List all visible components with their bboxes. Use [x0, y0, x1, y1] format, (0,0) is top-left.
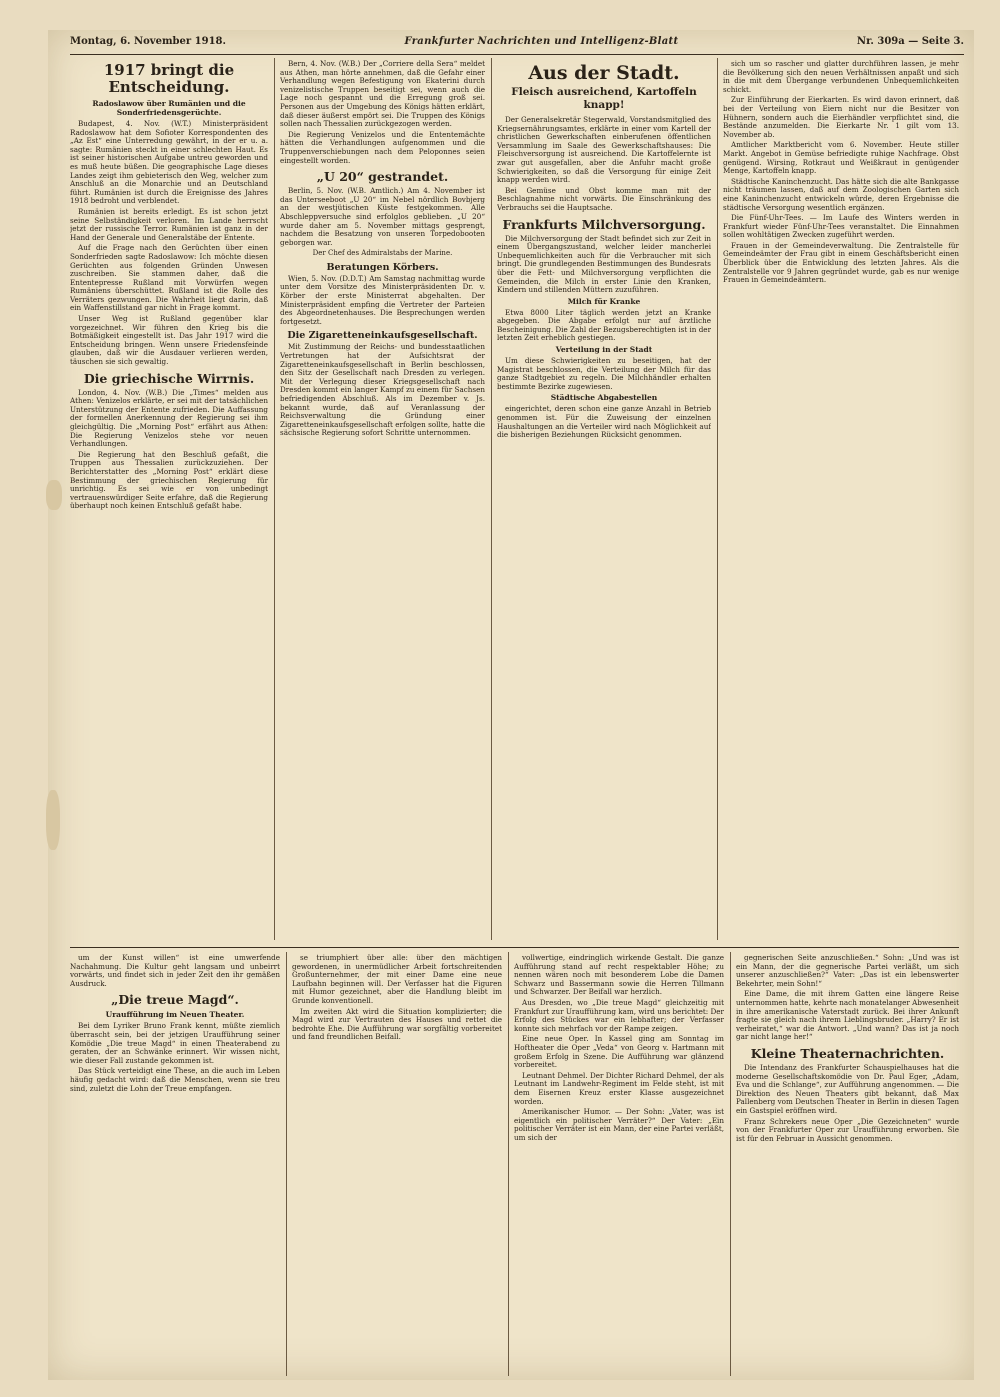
- article-paragraph: se triumphiert über alle: über den mächtigen gewordenen, in unermüdlicher Arbeit fortschreitenden Großunternehmer, der mit einer Dame eine neue Laufbahn beginnen will. Der Verfasser hat die Figuren mit Humor gezeichnet, aber die Handlung bleibt im Grunde konventionell.: [292, 954, 502, 1005]
- article-paragraph: Amtlicher Marktbericht vom 6. November. Heute stiller Markt. Angebot in Gemüse befriedigte ruhige Nachfrage. Obst genügend. Wirsing, Rotkraut und Weißkraut in genügender Menge, Kartoffeln knapp.: [723, 140, 959, 176]
- headline-u20: „U 20“ gestrandet.: [316, 169, 449, 185]
- article-paragraph: sich um so rascher und glatter durchführen lassen, je mehr die Bevölkerung sich den neuen Verhältnissen anpaßt und sich in die mit dem Übergange verbundenen Unbequemlichkeiten schickt.: [723, 60, 959, 94]
- column-divider: [491, 58, 492, 940]
- article-paragraph: Wien, 5. Nov. (D.D.T.) Am Samstag nachmittag wurde unter dem Vorsitze des Ministerpräsidenten Dr. v. Körber der erste Ministerrat abgehalten. Der Ministerpräsident empfing die Vertreter der Parteien des Abgeordnetenhauses. Die Besprechungen werden fortgesetzt.: [280, 273, 485, 326]
- column-divider: [508, 952, 509, 1376]
- article-paragraph: Etwa 8000 Liter täglich werden jetzt an Kranke abgegeben. Die Abgabe erfolgt nur auf ärztliche Bescheinigung. Die Zahl der Bezugsberechtigten ist in der letzten Zeit erheblich gestiegen.: [497, 307, 711, 343]
- article-paragraph: Eine Dame, die mit ihrem Gatten eine längere Reise unternommen hatte, kehrte nach monatelanger Abwesenheit in ihre amerikanische Vaterstadt zurück. Bei ihrer Ankunft fragte sie gleich nach ihrem Lieblingsbruder. „Harry? Er ist verheiratet,“ war die Antwort. „Und wann? Das ist ja noch gar nicht lange her!“: [736, 989, 959, 1042]
- subheading-verteilung: Verteilung in der Stadt: [555, 345, 653, 355]
- lower-column-2: [292, 954, 502, 1374]
- article-paragraph: Budapest, 4. Nov. (W.T.) Ministerpräsident Radoslawow hat dem Sofioter Korrespondenten des „Az Est“ eine Unterredung gewährt, in der er u. a. sagte: Rumänien steckt in einer schlechten Haut. Es ist seiner historischen Aufgabe untreu geworden und es muß heute büßen. Die geographische Lage dieses Landes zeigt ihm gebieterisch den Weg, welcher zum Anschluß an die Monarchie und an Deutschland führt. Rumänien ist durch die Ereignisse des Jahres 1918 bedroht und verblendet.: [70, 119, 268, 206]
- column-3: [497, 60, 711, 940]
- column-divider: [717, 58, 718, 940]
- article-paragraph: gegnerischen Seite anzuschließen.“ Sohn: „Und was ist ein Mann, der die gegnerische Partei verläßt, um sich unserer anzuschließen?“ Vater: „Das ist ein lebenswerter Bekehrter, mein Sohn!“: [736, 954, 959, 988]
- lower-column-3: [514, 954, 724, 1374]
- article-paragraph: Die Intendanz des Frankfurter Schauspielhauses hat die moderne Gesellschaftskomödie von Dr. Paul Eger, „Adam, Eva und die Schlange“, zur Aufführung angenommen. — Die Direktion des Neuen Theaters gibt bekannt, daß Max Pallenberg vom Deutschen Theater in Berlin in diesen Tagen ein Gastspiel eröffnen wird.: [736, 1062, 959, 1115]
- headline-theaternachrichten: Kleine Theaternachrichten.: [750, 1045, 945, 1061]
- headline-fleisch: Fleisch ausreichend, Kartoffeln knapp!: [511, 86, 697, 111]
- newspaper-title: Frankfurter Nachrichten und Intelligenz-Blatt: [404, 36, 679, 47]
- article-paragraph: Die Regierung hat den Beschluß gefaßt, die Truppen aus Thessalien zurückzuziehen. Der Berichterstatter des „Morning Post“ erklärt diese Bestimmung der griechischen Regierung für unrichtig. Es sei wie er von unbedingt vertrauenswürdiger Seite erfahre, daß die Regierung überhaupt noch keinen Entschluß gefaßt habe.: [70, 449, 268, 511]
- article-paragraph: London, 4. Nov. (W.B.) Die „Times“ melden aus Athen: Venizelos erklärte, er sei mit der tatsächlichen Unterstützung der Entente zufrieden. Die Auffassung der formellen Anerkennung der Regierung sei ihm gleichgültig. Die „Morning Post“ erfährt aus Athen: Die Regierung Venizelos stehe vor neuen Verhandlungen.: [70, 387, 268, 449]
- masthead: [70, 36, 964, 55]
- feuilleton-rule: [70, 947, 959, 948]
- paper-tear: [46, 480, 62, 510]
- article-paragraph: eingerichtet, deren schon eine ganze Anzahl in Betrieb genommen ist. Für die Zuweisung der einzelnen Haushaltungen an die Verteiler wird nach Möglichkeit auf die bisherigen Beziehungen Rücksicht genommen.: [497, 404, 711, 440]
- lower-column-4: [736, 954, 959, 1374]
- headline-koerber: Beratungen Körbers.: [326, 261, 439, 273]
- subheading-kranke: Milch für Kranke: [567, 296, 641, 306]
- newspaper-page: [48, 30, 974, 1380]
- article-paragraph: Bern, 4. Nov. (W.B.) Der „Corriere della Sera“ meldet aus Athen, man hörte annehmen, daß die Gefahr einer Verhandlung wegen Befestigung von Ekaterini durch venizelistische Truppen beseitigt sei, wenn auch die Lage noch gespannt und die Erregung groß sei. Personen aus der Umgebung des Königs hätten erklärt, daß dieser äußerst empört sei. Die Truppen des Königs sollen nach Thessalien zurückgezogen werden.: [280, 60, 485, 129]
- article-paragraph: Bei Gemüse und Obst komme man mit der Beschlagnahme nicht vorwärts. Die Einschränkung des Verbrauchs sei die Hauptsache.: [497, 185, 711, 212]
- headline-zigaretten: Die Zigaretteneinkaufsgesellschaft.: [287, 330, 478, 342]
- headline-radoslawow: 1917 bringt die Entscheidung.: [103, 61, 235, 96]
- article-paragraph: Aus Dresden, wo „Die treue Magd“ gleichzeitig mit Frankfurt zur Uraufführung kam, wird uns berichtet: Der Erfolg des Stückes war ein lebhafter; der Verfasser konnte sich mehrfach vor der Rampe zeigen.: [514, 997, 724, 1033]
- headline-greece: Die griechische Wirrnis.: [83, 370, 255, 386]
- article-paragraph: Amerikanischer Humor. — Der Sohn: „Vater, was ist eigentlich ein politischer Verräter?“ Der Vater: „Ein politischer Verräter ist ein Mann, der eine Partei verläßt, um sich der: [514, 1107, 724, 1142]
- signature: Der Chef des Admiralstabs der Marine.: [312, 249, 453, 258]
- article-paragraph: Leutnant Dehmel. Der Dichter Richard Dehmel, der als Leutnant im Landwehr-Regiment im Felde steht, ist mit dem Eisernen Kreuz erster Klasse ausgezeichnet worden.: [514, 1070, 724, 1106]
- article-paragraph: Eine neue Oper. In Kassel ging am Sonntag im Hoftheater die Oper „Veda“ von Georg v. Hartmann mit großem Erfolg in Szene. Die Aufführung war glänzend vorbereitet.: [514, 1034, 724, 1070]
- column-divider: [286, 952, 287, 1376]
- article-paragraph: Die Milchversorgung der Stadt befindet sich zur Zeit in einem Übergangszustand, welcher leider mancherlei Unbequemlichkeiten auch für die Verbraucher mit sich bringt. Die grundlegenden Bestimmungen des Bundesrats über die Fett- und Milchversorgung verpflichten die Gemeinden, die Milch in erster Linie den Kranken, Kindern und stillenden Müttern zuzuführen.: [497, 233, 711, 295]
- article-paragraph: Franz Schrekers neue Oper „Die Gezeichneten“ wurde von der Frankfurter Oper zur Uraufführung erworben. Sie ist für den Februar in Aussicht genommen.: [736, 1116, 959, 1143]
- article-paragraph: Bei dem Lyriker Bruno Frank kennt, müßte ziemlich überrascht sein, bei der jetzigen Uraufführung seiner Komödie „Die treue Magd“ in einen Theaterabend zu geraten, der an Schwänke erinnert. Wir wissen nicht, wie dieser Fall zustande gekommen ist.: [70, 1021, 280, 1065]
- article-paragraph: Im zweiten Akt wird die Situation komplizierter; die Magd wird zur Vertrauten des Hauses und rettet die bedrohte Ehe. Die Aufführung war sorgfältig vorbereitet und fand freundlichen Beifall.: [292, 1006, 502, 1042]
- headline-milch: Frankfurts Milchversorgung.: [502, 216, 706, 232]
- article-paragraph: Das Stück verteidigt eine These, an die auch im Leben häufig gedacht wird: daß die Menschen, wenn sie treu sind, zuletzt die Lohn der Treue empfangen.: [70, 1066, 280, 1093]
- headline-treue-magd: „Die treue Magd“.: [111, 992, 239, 1008]
- paper-tear: [46, 790, 60, 850]
- column-divider: [274, 58, 275, 940]
- subheadline: Uraufführung im Neuen Theater.: [105, 1010, 245, 1020]
- article-paragraph: Auf die Frage nach den Gerüchten über einen Sonderfrieden sagte Radoslawow: Ich möchte diesen Gerüchten aus folgenden Gründen Unwesen zuschreiben. Sie stammen daher, daß die Ententepresse Rußland mit Vorwürfen wegen Rumäniens überschüttet. Rußland ist die Rolle des Verräters gezwungen. Die Wahrheit liegt darin, daß ein Waffenstillstand gar nicht in Frage kommt.: [70, 243, 268, 313]
- article-paragraph: Die Fünf-Uhr-Tees. — Im Laufe des Winters werden in Frankfurt wieder Fünf-Uhr-Tees veranstaltet. Die Einnahmen sollen wohltätigen Zwecken zugeführt werden.: [723, 213, 959, 240]
- column-4: [723, 60, 959, 940]
- subheading-abgabestellen: Städtische Abgabestellen: [550, 393, 658, 403]
- article-paragraph: Der Generalsekretär Stegerwald, Vorstandsmitglied des Kriegsernährungsamtes, erklärte in einer vom Kartell der christlichen Gewerkschaften einberufenen öffentlichen Versammlung im Saale des Gewerkschaftshauses: Die Fleischversorgung ist ausreichend. Die Kartoffelernte ist zwar gut ausgefallen, aber die Anfuhr macht große Schwierigkeiten, so daß die Versorgung für einige Zeit knapp werden wird.: [497, 115, 711, 185]
- article-paragraph: Die Regierung Venizelos und die Ententemächte hätten die Verhandlungen aufgenommen und die Truppenverschiebungen nach dem Peloponnes seien eingestellt worden.: [280, 129, 485, 165]
- article-paragraph: vollwertige, eindringlich wirkende Gestalt. Die ganze Aufführung stand auf recht respektabler Höhe; zu nennen wären noch mit besonderem Lobe die Damen Schwarz und Bassermann sowie die Herren Tillmann und Schwarzer. Der Beifall war herzlich.: [514, 954, 724, 997]
- article-paragraph: Frauen in der Gemeindeverwaltung. Die Zentralstelle für Gemeindeämter der Frau gibt in einem Geschäftsbericht einen Überblick über die Entwicklung des letzten Jahres. Als die Zentralstelle vor 9 Jahren gegründet wurde, gab es nur wenige Frauen in Gemeindeämtern.: [723, 240, 959, 285]
- lower-column-1: [70, 954, 280, 1374]
- issue-date: Montag, 6. November 1918.: [70, 36, 226, 47]
- article-paragraph: um der Kunst willen“ ist eine umwerfende Nachahmung. Die Kultur geht langsam und unbeirrt vorwärts, und findet sich in jeder Zeit den ihr gemäßen Ausdruck.: [70, 954, 280, 988]
- section-headline-city: Aus der Stadt.: [528, 62, 680, 84]
- article-paragraph: Rumänien ist bereits erledigt. Es ist schon jetzt seine Selbständigkeit verloren. Im Lande herrscht jetzt der russische Terror. Rumänien ist ganz in der Hand der Generale und Generalstäbe der Entente.: [70, 206, 268, 242]
- column-2: [280, 60, 485, 940]
- article-paragraph: Zur Einführung der Eierkarten. Es wird davon erinnert, daß bei der Verteilung von Eiern nicht nur die Besitzer von Hühnern, sondern auch die Eierhändler verpflichtet sind, die Bestände anzumelden. Die Eierkarte Nr. 1 gilt vom 13. November ab.: [723, 95, 959, 139]
- column-divider: [730, 952, 731, 1376]
- page-number: Nr. 309a — Seite 3.: [856, 36, 964, 47]
- article-paragraph: Um diese Schwierigkeiten zu beseitigen, hat der Magistrat beschlossen, die Verteilung der Milch für das ganze Stadtgebiet zu regeln. Die Milchhändler erhalten bestimmte Bezirke zugewiesen.: [497, 356, 711, 391]
- article-paragraph: Mit Zustimmung der Reichs- und bundesstaatlichen Vertretungen hat der Aufsichtsrat der Zigaretteneinkaufsgesellschaft in Berlin beschlossen, den Sitz der Gesellschaft nach Dresden zu verlegen. Mit der Verlegung dieser Kriegsgesellschaft nach Dresden kommt ein langer Kampf zu einem für Sachsen befriedigenden Abschluß. Als im Dezember v. Js. bekannt wurde, daß auf Veranlassung der Reichsverwaltung die Gründung einer Zigaretteneinkaufsgesellschaft erfolgen sollte, hatte die sächsische Regierung sofort Schritte unternommen.: [280, 342, 485, 438]
- subheadline: Radoslawow über Rumänien und die Sonderfriedensgerüchte.: [92, 99, 246, 117]
- column-1: [70, 60, 268, 940]
- article-paragraph: Städtische Kaninchenzucht. Das hätte sich die alte Bankgasse nicht träumen lassen, daß auf dem Zoologischen Garten sich eine Kaninchenzucht entwickeln würde, deren Ergebnisse die städtische Versorgung wesentlich ergänzen.: [723, 176, 959, 212]
- article-paragraph: Berlin, 5. Nov. (W.B. Amtlich.) Am 4. November ist das Unterseeboot „U 20“ im Nebel nördlich Bovbjerg an der westjütischen Küste festgekommen. Alle Abschleppversuche sind erfolglos geblieben. „U 20“ wurde daher am 5. November mittags gesprengt, nachdem die Besatzung von unseren Torpedobooten geborgen war.: [280, 186, 485, 247]
- article-paragraph: Unser Weg ist Rußland gegenüber klar vorgezeichnet. Wir führen den Krieg bis die Botmäßigkeit eingestellt ist. Das Jahr 1917 wird die Entscheidung bringen. Wenn unsere Friedensfeinde glauben, daß wir die Ausdauer verlieren werden, täuschen sie sich gewaltig.: [70, 314, 268, 367]
